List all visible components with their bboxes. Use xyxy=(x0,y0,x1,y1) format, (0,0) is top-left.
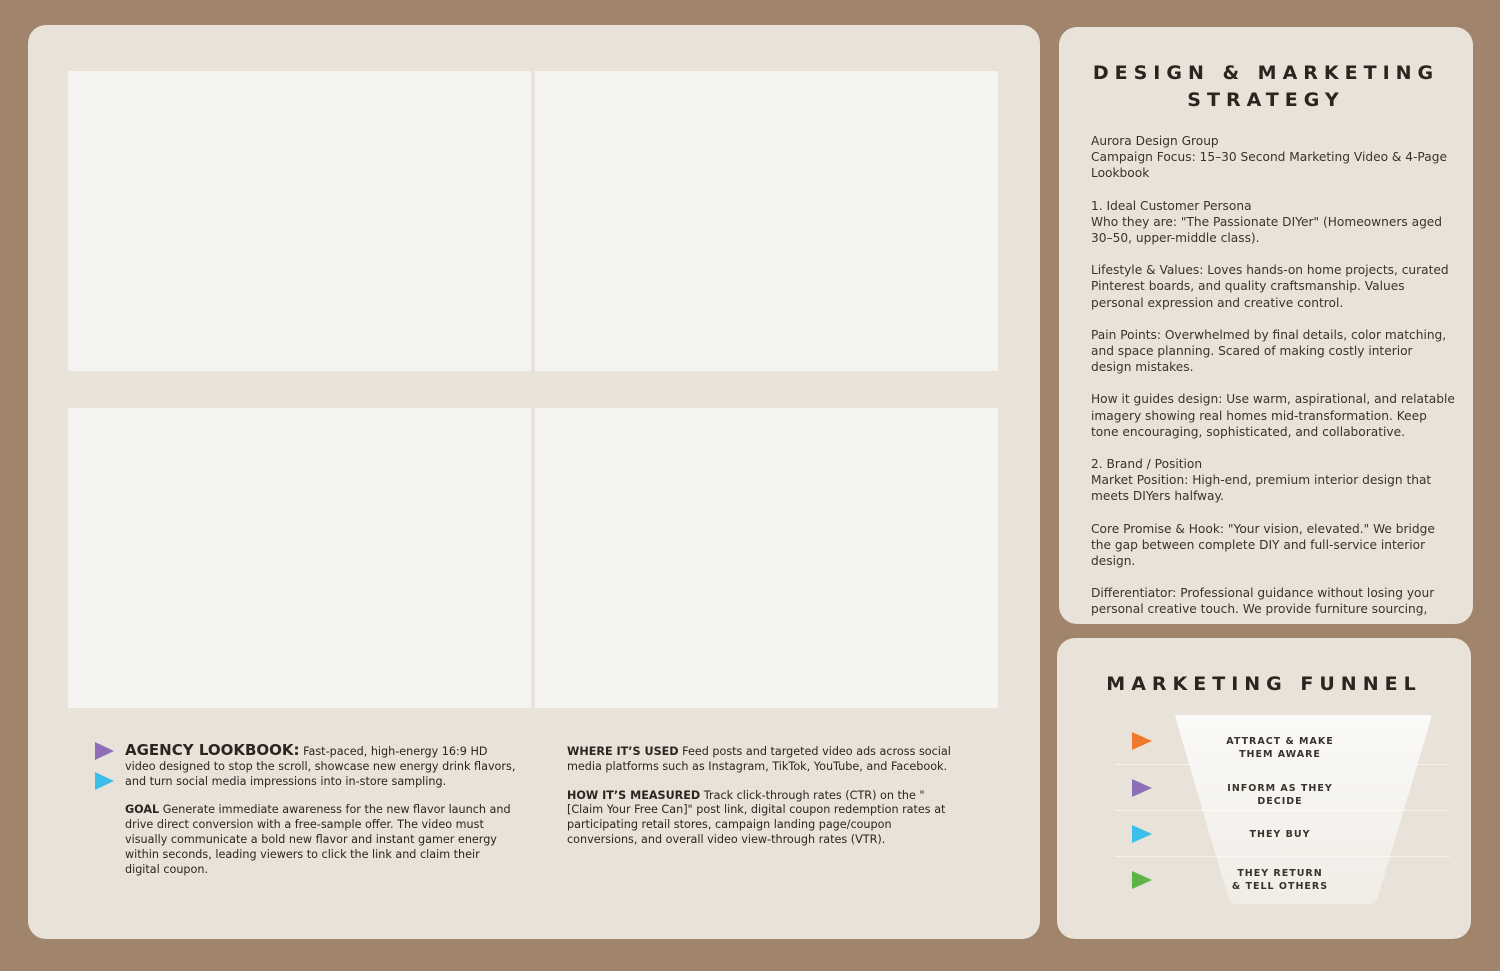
lookbook-title: AGENCY LOOKBOOK: xyxy=(125,741,300,759)
lookbook-spread-2 xyxy=(68,408,998,708)
funnel-stage xyxy=(1115,718,1450,764)
measured-block xyxy=(567,789,959,848)
funnel-stage xyxy=(1115,856,1450,902)
funnel-stage-label: INFORM AS THEY DECIDE xyxy=(1227,783,1333,807)
lookbook-caption-left xyxy=(125,743,517,877)
goal-label: GOAL xyxy=(125,803,160,817)
lookbook-panel xyxy=(28,25,1040,939)
lookbook-intro-text: Fast-paced, high-energy 16:9 HD video designed to stop the scroll, showcase new energy drink flavors, and turn social media impressions into in-store sampling. xyxy=(125,745,516,788)
funnel-title: MARKETING FUNNEL xyxy=(1106,673,1422,695)
funnel-stage xyxy=(1115,810,1450,856)
funnel-stage-triangle-icon xyxy=(1132,732,1152,750)
goal-text: Generate immediate awareness for the new flavor launch and drive direct conversion with a free-sample offer. The video must visually communicate a bold new flavor and instant gamer energy within seconds, leading viewers to click the link and claim their digital coupon. xyxy=(125,803,511,876)
where-used-label: WHERE IT’S USED xyxy=(567,745,679,758)
purple-triangle-bullet-icon xyxy=(95,742,114,760)
where-used-block xyxy=(567,745,959,775)
blue-triangle-bullet-icon xyxy=(95,772,114,790)
strategy-paragraph: 1. Ideal Customer Persona Who they are: "The Passionate DIYer" (Homeowners aged 30–50, upper-middle class). xyxy=(1091,198,1443,246)
lookbook-spread-1 xyxy=(68,71,998,371)
where-used-text: Feed posts and targeted video ads across social media platforms such as Instagram, TikTok, YouTube, and Facebook. xyxy=(567,745,951,773)
lookbook-page-2 xyxy=(535,71,998,371)
strategy-panel xyxy=(1059,27,1473,624)
lookbook-page-1 xyxy=(68,71,531,371)
funnel-stage xyxy=(1115,764,1450,810)
lookbook-page-3 xyxy=(68,408,531,708)
funnel-stage-triangle-icon xyxy=(1132,871,1152,889)
strategy-paragraph: How it guides design: Use warm, aspirational, and relatable imagery showing real homes mid-transformation. Keep tone encouraging, sophisticated, and collaborative. xyxy=(1091,392,1455,439)
lookbook-caption-right xyxy=(567,745,959,848)
strategy-paragraph: Pain Points: Overwhelmed by final details, color matching, and space planning. Scared of making costly interior design mistakes. xyxy=(1091,327,1447,375)
strategy-paragraph: Lifestyle & Values: Loves hands-on home projects, curated Pinterest boards, and quality craftsmanship. Values personal expression and creative control. xyxy=(1091,263,1449,310)
funnel-stage-label: THEY BUY xyxy=(1249,829,1311,840)
lookbook-page-4 xyxy=(535,408,998,708)
strategy-paragraph: Core Promise & Hook: "Your vision, elevated." We bridge the gap between complete DIY and full-service interior design. xyxy=(1091,521,1435,569)
funnel-stage-triangle-icon xyxy=(1132,825,1152,843)
lookbook-intro xyxy=(125,743,517,789)
measured-label: HOW IT’S MEASURED xyxy=(567,788,701,802)
strategy-title: DESIGN & MARKETING STRATEGY xyxy=(1092,62,1440,111)
funnel-panel xyxy=(1057,638,1471,939)
strategy-body xyxy=(1091,133,1455,617)
funnel-stage-label: THEY RETURN & TELL OTHERS xyxy=(1231,868,1329,892)
funnel-stage-triangle-icon xyxy=(1132,779,1152,797)
goal-block xyxy=(125,803,517,877)
strategy-paragraph: Differentiator: Professional guidance without losing your personal creative touch. We provide furniture sourcing, xyxy=(1091,586,1435,617)
measured-text: Track click-through rates (CTR) on the "[Claim Your Free Can]" post link, digital coupon redemption rates at participating retail stores, campaign landing page/coupon conversions, and overall video view-through rates (VTR). xyxy=(567,788,946,846)
funnel-stage-label: ATTRACT & MAKE THEM AWARE xyxy=(1226,736,1334,760)
strategy-paragraph: Aurora Design Group Campaign Focus: 15–30 Second Marketing Video & 4-Page Lookbook xyxy=(1091,134,1447,181)
strategy-paragraph: 2. Brand / Position Market Position: High-end, premium interior design that meets DIYers halfway. xyxy=(1091,457,1432,504)
